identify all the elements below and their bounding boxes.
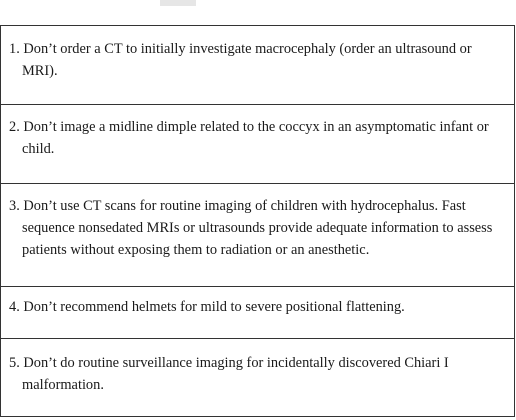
table-row	[0, 184, 515, 287]
recommendation-text: 2. Don’t image a midline dimple related to the coccyx in an asymptomatic infant or child.	[9, 119, 489, 157]
table-row	[0, 339, 515, 417]
table-row	[0, 105, 515, 184]
recommendation-text: 4. Don’t recommend helmets for mild to severe positional flattening.	[9, 299, 405, 315]
cropped-header-fragment	[160, 0, 196, 6]
recommendations-table	[0, 25, 515, 417]
table-row	[0, 287, 515, 339]
table-row	[0, 26, 515, 105]
recommendation-text: 3. Don’t use CT scans for routine imaging of children with hydrocephalus. Fast sequence nonsedated MRIs or ultrasounds provide adequate information to assess patients without exposing them to radiation or an anesthetic.	[9, 198, 493, 258]
recommendation-text: 5. Don’t do routine surveillance imaging for incidentally discovered Chiari I malformation.	[9, 355, 449, 393]
recommendation-text: 1. Don’t order a CT to initially investigate macrocephaly (order an ultrasound or MRI).	[9, 41, 472, 79]
